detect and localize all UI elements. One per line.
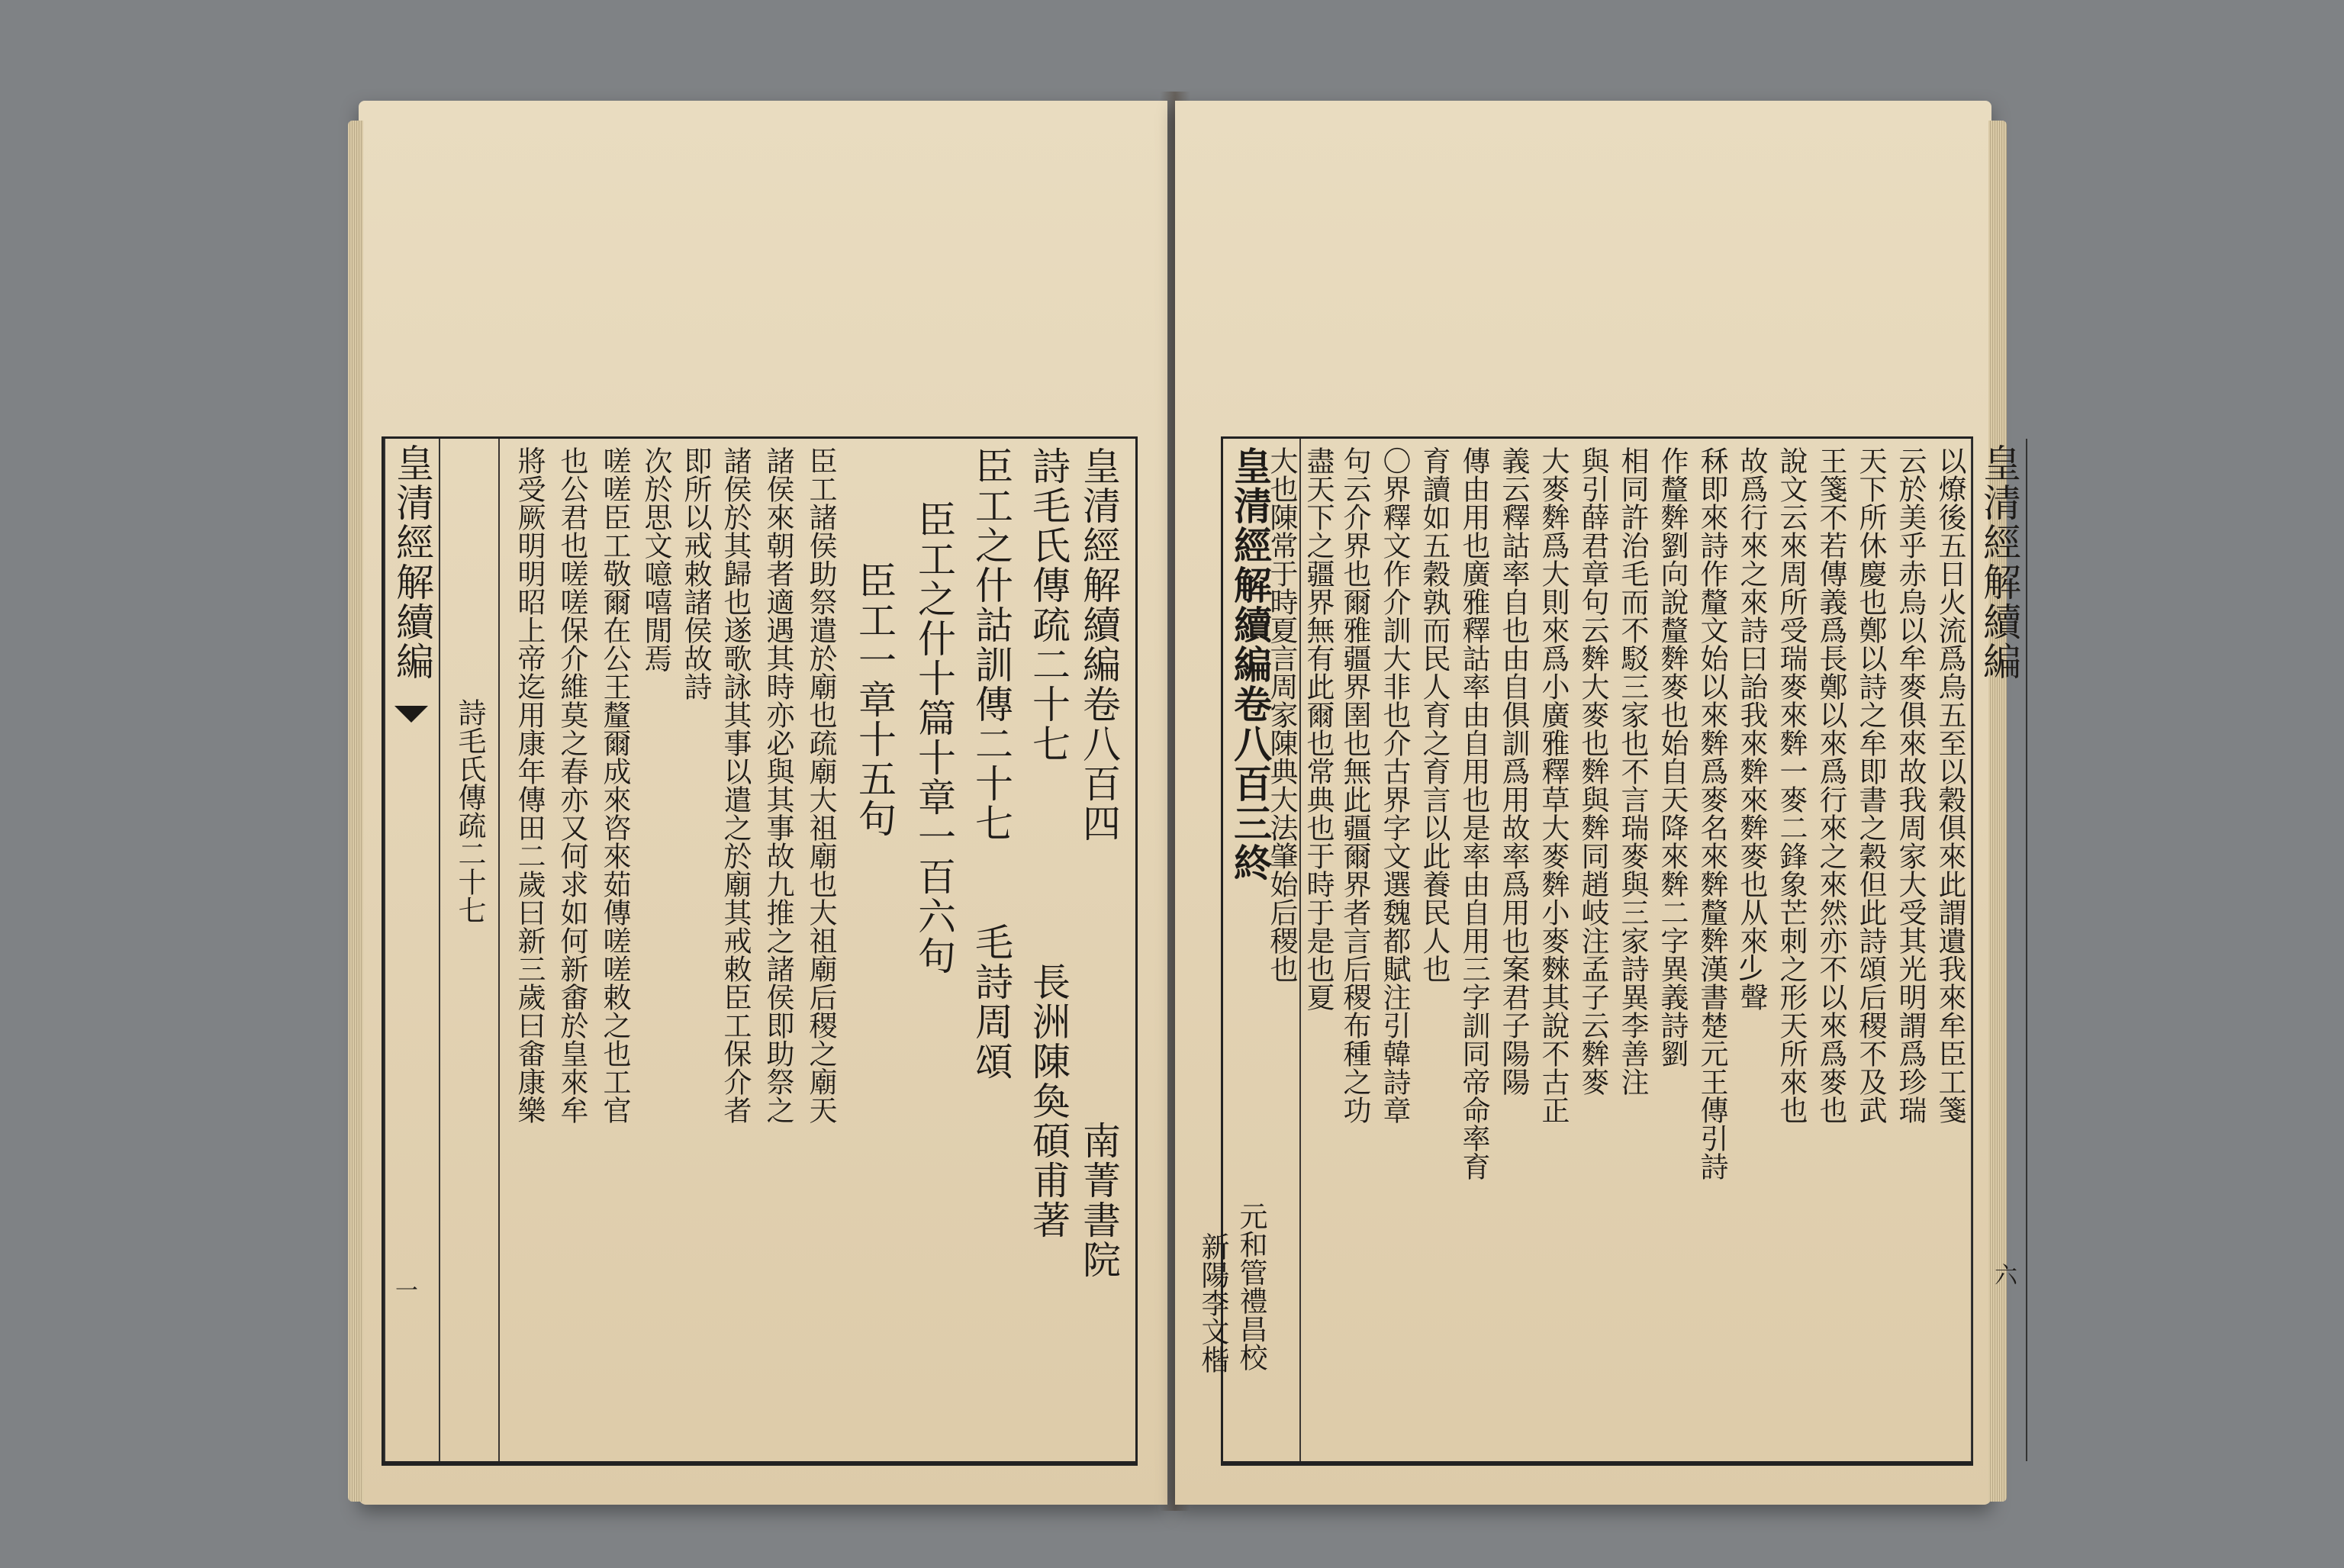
- fishtail-mark-icon: [394, 706, 428, 723]
- text-column-r7: 秝即來詩作釐文始以來麰爲麥名來麰釐麰漢書楚元王傳引詩: [1695, 446, 1728, 1180]
- colophon-proofreader: 元和管禮昌校: [1235, 1202, 1267, 1371]
- text-column-r5: 說文云來周所受瑞麥來麰一麥二鋒象芒刺之形天所來也: [1775, 446, 1808, 1124]
- left-folio: 一: [391, 1278, 417, 1301]
- open-book: [359, 92, 2021, 1511]
- text-column-r17: 盡天下之疆界無有此爾也常典也于時于是也夏: [1302, 446, 1335, 1011]
- text-column-r11: 大麥麰爲大則來爲小廣雅釋草大麥麰小麥麳其說不古正: [1537, 446, 1570, 1124]
- colophon-engraver: 新陽李文楷: [1196, 1232, 1229, 1373]
- text-column-r15: 〇界釋文作介訓大非也介古界字文選魏都賦注引韓詩章: [1378, 446, 1411, 1124]
- text-column-r13: 傳由用也廣雅釋詁率由自用也是率由自用三字訓同帝命率育: [1457, 446, 1490, 1180]
- text-column-r2: 云於美乎赤烏以牟麥俱來故我周家大受其光明謂爲珍瑞: [1894, 446, 1927, 1124]
- text-column-r9: 相同許治毛而不駁三家也不言瑞麥與三家詩異李善注: [1616, 446, 1649, 1096]
- text-column-11: 嗟嗟臣工敬爾在公王釐爾成來咨來茹傳嗟嗟敕之也工官: [598, 446, 631, 1124]
- right-page: [1175, 101, 2021, 1505]
- column-rule: [498, 439, 500, 1461]
- column-rule-right: [1299, 439, 1301, 1461]
- right-running-head-title: 皇清經解續編: [1977, 443, 2021, 681]
- running-head-title: 皇清經解續編: [390, 443, 434, 681]
- text-column-10: 次於思文噫嘻閒焉: [639, 446, 672, 672]
- text-column-7: 諸侯來朝者適遇其時亦必與其事故九推之諸侯即助祭之: [761, 446, 794, 1124]
- text-column-r16: 句云介界也爾雅疆界圉也無此疆爾界者言后稷布種之功: [1338, 446, 1371, 1124]
- text-column-r18: 大也陳常于時夏言周家陳典大法肇始后稷也: [1265, 446, 1298, 983]
- text-column-1: 皇清經解續編卷八百四 南菁書院: [1077, 446, 1121, 1280]
- text-column-r4: 王箋不若傳義爲長鄭以來爲行來之來然亦不以來爲麥也: [1814, 446, 1847, 1124]
- text-column-r1: 以燎後五日火流爲烏五至以穀俱來此謂遺我來牟臣工箋: [1933, 446, 1966, 1124]
- text-column-8: 諸侯於其歸也遂歌詠其事以遣之於廟其戒敕臣工保介者: [719, 446, 752, 1124]
- right-print-frame: [1196, 436, 2021, 1466]
- text-column-r12: 義云釋詁率自也由自俱訓爲用故率爲用也案君子陽陽: [1497, 446, 1530, 1096]
- text-column-r3: 天下所休慶也鄭以詩之牟即書之穀但此詩頌后稷不及武: [1854, 446, 1887, 1124]
- text-column-r10: 與引薛君章句云麰大麥也麰與麰同趙岐注孟子云麰麥: [1576, 446, 1609, 1096]
- text-column-r8: 作釐麰劉向說釐麰麥也始自天降來麰二字異義詩劉: [1656, 446, 1689, 1067]
- text-column-r6: 故爲行來之來詩曰詒我來麰來麰麥也从來𣥂聲: [1735, 446, 1768, 1011]
- text-column-12: 也公君也嗟嗟保介維莫之春亦又何求如何新畬於皇來牟: [555, 446, 588, 1124]
- text-column-6: 臣工諸侯助祭遣於廟也疏廟大祖廟也大祖廟后稷之廟天: [804, 446, 837, 1124]
- running-head-subtitle: 詩毛氏傳疏二十七: [453, 698, 486, 924]
- page-edges-left: [348, 121, 363, 1502]
- left-print-frame: [382, 436, 1138, 1466]
- text-column-r14: 育讀如五穀孰而民人育之育言以此養民人也: [1418, 446, 1451, 983]
- text-column-9: 即所以戒敕諸侯故詩: [679, 446, 712, 700]
- text-column-5: 臣工一章十五句: [852, 561, 897, 839]
- text-column-3: 臣工之什詁訓傳二十七 毛詩周頌: [969, 446, 1013, 1081]
- right-running-head: [1971, 439, 2027, 1461]
- text-column-13: 將受厥明明昭上帝迄用康年傳田二歲曰新三歲曰畬康樂: [513, 446, 546, 1124]
- text-column-2: 詩毛氏傳疏二十七 長洲陳奐碩甫著: [1026, 446, 1071, 1240]
- right-folio: 六: [1990, 1263, 2017, 1286]
- end-title: 皇清經解續編卷八百三終: [1228, 446, 1273, 883]
- left-page: [359, 101, 1167, 1505]
- text-column-4: 臣工之什十篇十章一百六句: [912, 500, 956, 976]
